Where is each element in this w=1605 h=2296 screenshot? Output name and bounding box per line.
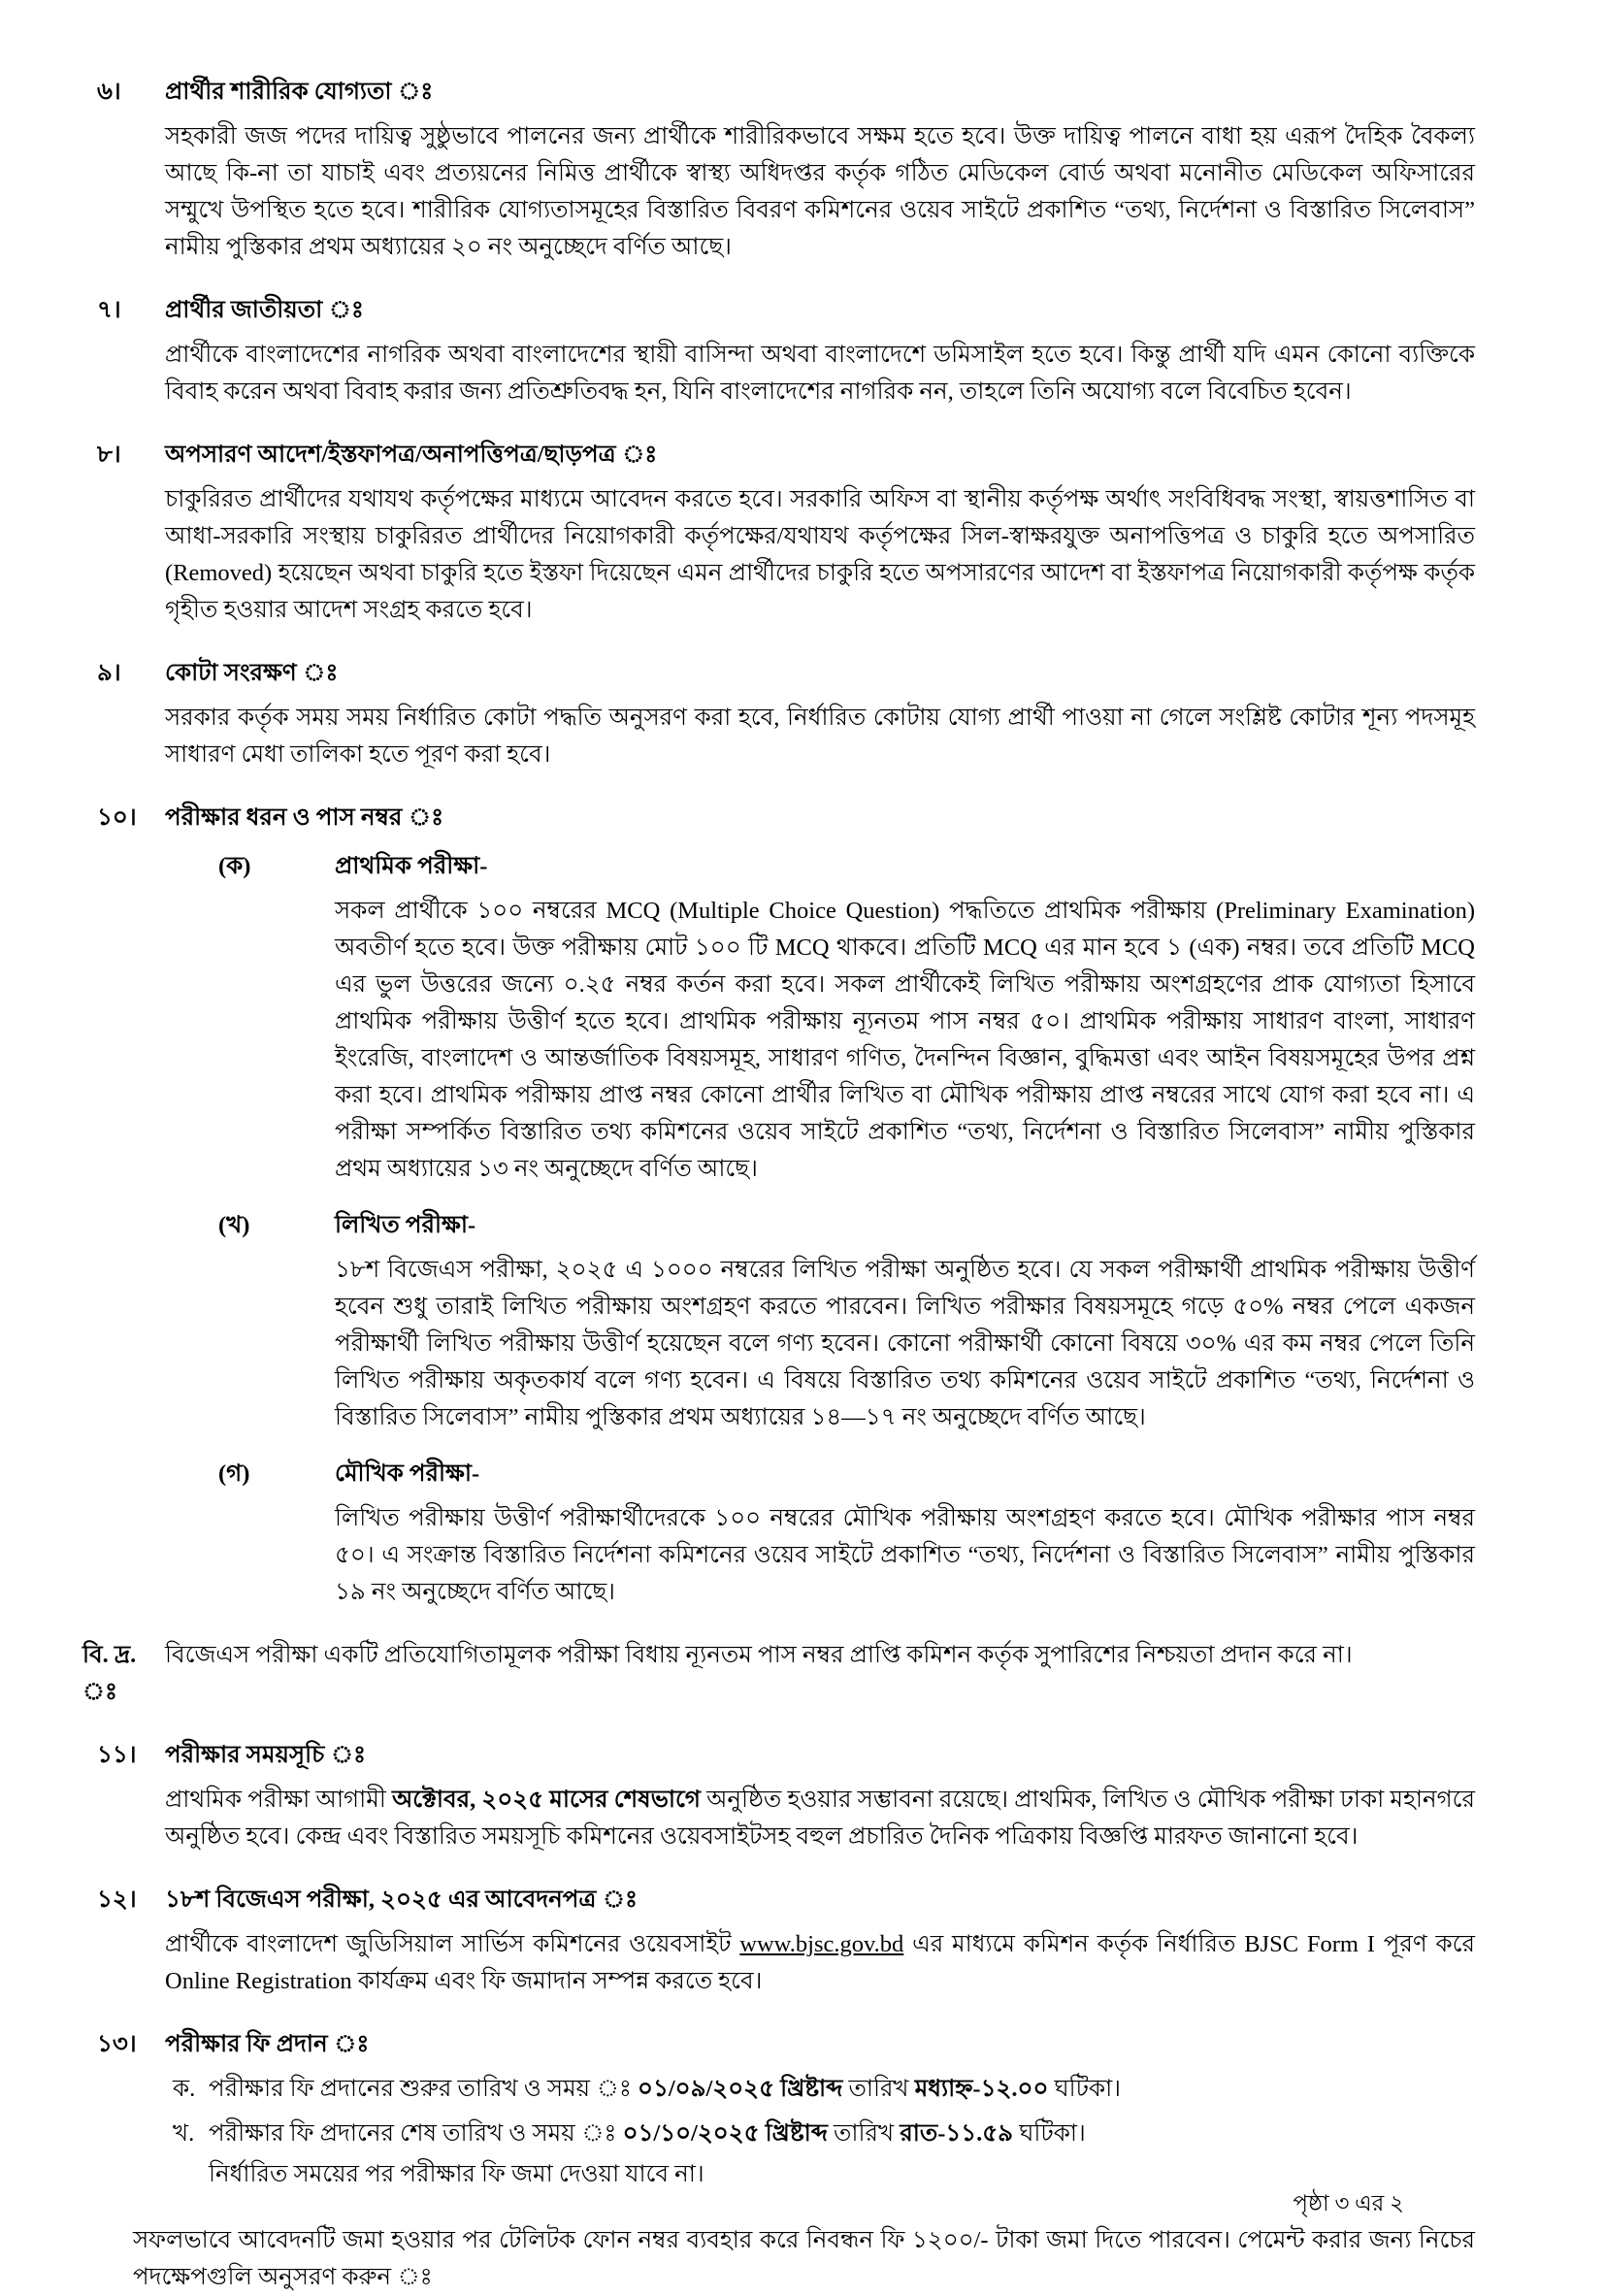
nb-note (82, 1637, 1475, 1711)
section-12-number: ১২। (97, 1886, 137, 1913)
section-8-title: অপসারণ আদেশ/ইস্তফাপত্র/অনাপত্তিপত্র/ছাড়পত্র ঃ (165, 442, 658, 468)
subsection-c-marker: (গ) (218, 1460, 250, 1487)
section-11-number: ১১। (97, 1742, 137, 1768)
fee-deadline-note: নির্ধারিত সময়ের পর পরীক্ষার ফি জমা দেওয়া যাবে না। (209, 2161, 704, 2187)
section-9-body: সরকার কর্তৃক সময় সময় নির্ধারিত কোটা পদ্ধতি অনুসরণ করা হবে, নির্ধারিত কোটায় যোগ্য প্রার্থী পাওয়া না গেলে সংশ্লিষ্ট কোটার শূন্য পদসমূহ সাধারণ মেধা তালিকা হতে পূরণ করা হবে। (165, 705, 1475, 768)
fee-end-date-item (97, 2116, 1475, 2152)
subsection-written-exam (165, 1207, 1475, 1436)
subsection-a-title: প্রাথমিক পরীক্ষা- (335, 853, 488, 879)
exam-month-highlight: অক্টোবর, ২০২৫ মাসের শেষভাগে (392, 1787, 701, 1813)
fee-start-time: মধ্যাহ্ন-১২.০০ (914, 2076, 1049, 2102)
nb-note-text: বিজেএস পরীক্ষা একটি প্রতিযোগিতামূলক পরীক্ষা বিধায় ন্যূনতম পাস নম্বর প্রাপ্তি কমিশন কর্তৃক সুপারিশের নিশ্চয়তা প্রদান করে না। (165, 1642, 1353, 1668)
section-7-title: প্রার্থীর জাতীয়তা ঃ (165, 297, 364, 323)
section-13 (97, 2026, 1475, 2063)
section-7-number: ৭। (97, 297, 121, 323)
section-8 (97, 437, 1475, 629)
section-10 (97, 800, 1475, 1611)
fee-a-run: ঘটিকা। (1048, 2076, 1122, 2102)
subsection-b-body: ১৮শ বিজেএস পরীক্ষা, ২০২৫ এ ১০০০ নম্বরের লিখিত পরীক্ষা অনুষ্ঠিত হবে। যে সকল পরীক্ষার্থী প্রাথমিক পরীক্ষায় উত্তীর্ণ হবেন শুধু তারাই লিখিত পরীক্ষায় অংশগ্রহণ করতে পারবেন। লিখিত পরীক্ষার বিষয়সমূহে গড়ে ৫০% নম্বর পেলে একজন পরীক্ষার্থী লিখিত পরীক্ষায় উত্তীর্ণ হয়েছেন বলে গণ্য হবেন। কোনো পরীক্ষার্থী কোনো বিষয়ে ৩০% এর কম নম্বর পেলে তিনি লিখিত পরীক্ষায় অকৃতকার্য বলে গণ্য হবেন। এ বিষয়ে বিস্তারিত তথ্য কমিশনের ওয়েব সাইটে প্রকাশিত “তথ্য, নির্দেশনা ও বিস্তারিত সিলেবাস” নামীয় পুস্তিকার প্রথম অধ্যায়ের ১৪—১৭ নং অনুচ্ছেদে বর্ণিত আছে। (335, 1257, 1475, 1430)
section-8-body: চাকুরিরত প্রার্থীদের যথাযথ কর্তৃপক্ষের মাধ্যমে আবেদন করতে হবে। সরকারি অফিস বা স্থানীয় কর্তৃপক্ষ অর্থাৎ সংবিধিবদ্ধ সংস্থা, স্বায়ত্তশাসিত বা আধা-সরকারি সংস্থায় চাকুরিরত প্রার্থীদের নিয়োগকারী কর্তৃপক্ষের/যথাযথ কর্তৃপক্ষের সিল-স্বাক্ষরযুক্ত অনাপত্তিপত্র ও চাকুরি হতে অপসারিত (Removed) হয়েছেন অথবা চাকুরি হতে ইস্তফা দিয়েছেন এমন প্রার্থীদের চাকুরি হতে অপসারণের আদেশ বা ইস্তফাপত্র নিয়োগকারী কর্তৃপক্ষ কর্তৃক গৃহীত হওয়ার আদেশ সংগ্রহ করতে হবে। (165, 486, 1475, 623)
section-9 (97, 655, 1475, 773)
section-12 (97, 1882, 1475, 2000)
section-13-title: পরীক্ষার ফি প্রদান ঃ (165, 2031, 370, 2057)
section-13-number: ১৩। (97, 2031, 137, 2057)
fee-item-a-text (209, 2071, 1475, 2108)
fee-end-date: ০১/১০/২০২৫ খ্রিষ্টাব্দ (622, 2120, 828, 2147)
section-10-number: ১০। (97, 804, 137, 831)
section-12-title: ১৮শ বিজেএস পরীক্ষা, ২০২৫ এর আবেদনপত্র ঃ (165, 1886, 639, 1913)
section-11 (97, 1737, 1475, 1855)
fee-a-run: তারিখ (842, 2076, 915, 2102)
fee-start-date: ০১/০৯/২০২৫ খ্রিষ্টাব্দ (638, 2076, 843, 2102)
fee-b-run: তারিখ (827, 2120, 901, 2147)
section-6-title: প্রার্থীর শারীরিক যোগ্যতা ঃ (165, 79, 434, 105)
section-9-title: কোটা সংরক্ষণ ঃ (165, 660, 339, 686)
section-11-body-run: অনুষ্ঠিত হওয়ার সম্ভাবনা রয়েছে। প্রাথমিক, লিখিত ও মৌখিক পরীক্ষা ঢাকা মহানগরে অনুষ্ঠিত হবে। কেন্দ্র এবং বিস্তারিত সময়সূচি কমিশনের ওয়েবসাইটসহ বহুল প্রচারিত দৈনিক পত্রিকায় বিজ্ঞপ্তি মারফত জানানো হবে। (165, 1787, 1475, 1850)
fee-b-run: পরীক্ষার ফি প্রদানের শেষ তারিখ ও সময় ঃ (209, 2120, 623, 2147)
subsection-viva-exam (165, 1456, 1475, 1611)
section-10-title: পরীক্ষার ধরন ও পাস নম্বর ঃ (165, 804, 444, 831)
section-6 (97, 74, 1475, 266)
subsection-c-title: মৌখিক পরীক্ষা- (335, 1460, 480, 1487)
fee-start-date-item (97, 2071, 1475, 2108)
fee-item-b-text (209, 2116, 1475, 2152)
subsection-c-body: লিখিত পরীক্ষায় উত্তীর্ণ পরীক্ষার্থীদেরকে ১০০ নম্বরের মৌখিক পরীক্ষায় অংশগ্রহণ করতে হবে। মৌখিক পরীক্ষার পাস নম্বর ৫০। এ সংক্রান্ত বিস্তারিত নির্দেশনা কমিশনের ওয়েব সাইটে প্রকাশিত “তথ্য, নির্দেশনা ও বিস্তারিত সিলেবাস” নামীয় পুস্তিকার ১৯ নং অনুচ্ছেদে বর্ণিত আছে। (335, 1505, 1475, 1605)
section-8-number: ৮। (97, 442, 121, 468)
fee-end-time: রাত-১১.৫৯ (900, 2120, 1014, 2147)
subsection-b-title: লিখিত পরীক্ষা- (335, 1212, 476, 1238)
section-6-number: ৬। (97, 79, 121, 105)
section-11-body (165, 1782, 1475, 1855)
fee-a-run: পরীক্ষার ফি প্রদানের শুরুর তারিখ ও সময় ঃ (209, 2076, 639, 2102)
payment-instruction-paragraph: সফলভাবে আবেদনটি জমা হওয়ার পর টেলিটক ফোন নম্বর ব্যবহার করে নিবন্ধন ফি ১২০০/- টাকা জমা দিতে পারবেন। পেমেন্ট করার জন্য নিচের পদক্ষেপগুলি অনুসরণ করুন ঃ (133, 2227, 1475, 2290)
section-7-body: প্রার্থীকে বাংলাদেশের নাগরিক অথবা বাংলাদেশের স্থায়ী বাসিন্দা অথবা বাংলাদেশে ডমিসাইল হতে হবে। কিন্তু প্রার্থী যদি এমন কোনো ব্যক্তিকে বিবাহ করেন অথবা বিবাহ করার জন্য প্রতিশ্রুতিবদ্ধ হন, যিনি বাংলাদেশের নাগরিক নন, তাহলে তিনি অযোগ্য বলে বিবেচিত হবেন। (165, 342, 1475, 405)
page-number-indicator: পৃষ্ঠা ৩ এর ২ (1293, 2191, 1404, 2215)
section-9-number: ৯। (97, 660, 121, 686)
nb-note-label: বি. দ্র. ঃ (82, 1642, 137, 1705)
section-12-body (165, 1926, 1475, 2000)
section-6-body: সহকারী জজ পদের দায়িত্ব সুষ্ঠুভাবে পালনের জন্য প্রার্থীকে শারীরিকভাবে সক্ষম হতে হবে। উক্ত দায়িত্ব পালনে বাধা হয় এরূপ দৈহিক বৈকল্য আছে কি-না তা যাচাই এবং প্রত্যয়নের নিমিত্ত প্রার্থীকে স্বাস্থ্য অধিদপ্তর কর্তৃক গঠিত মেডিকেল বোর্ড অথবা মনোনীত মেডিকেল অফিসারের সম্মুখে উপস্থিত হতে হবে। শারীরিক যোগ্যতাসমূহের বিস্তারিত বিবরণ কমিশনের ওয়েব সাইটে প্রকাশিত “তথ্য, নির্দেশনা ও বিস্তারিত সিলেবাস” নামীয় পুস্তিকার প্রথম অধ্যায়ের ২০ নং অনুচ্ছেদে বর্ণিত আছে। (165, 123, 1475, 260)
fee-b-run: ঘটিকা। (1013, 2120, 1086, 2147)
subsection-a-marker: (ক) (218, 853, 251, 879)
bjsc-website-link[interactable]: www.bjsc.gov.bd (739, 1931, 904, 1957)
section-12-body-run: প্রার্থীকে বাংলাদেশ জুডিসিয়াল সার্ভিস কমিশনের ওয়েবসাইট (165, 1931, 740, 1957)
subsection-b-marker: (খ) (218, 1212, 250, 1238)
fee-item-a-marker: ক. (173, 2076, 196, 2102)
subsection-a-body: সকল প্রার্থীকে ১০০ নম্বরের MCQ (Multiple Choice Question) পদ্ধতিতে প্রাথমিক পরীক্ষায় (Preliminary Examination) অবতীর্ণ হতে হবে। উক্ত পরীক্ষায় মোট ১০০ টি MCQ থাকবে। প্রতিটি MCQ এর মান হবে ১ (এক) নম্বর। তবে প্রতিটি MCQ এর ভুল উত্তরের জন্যে ০.২৫ নম্বর কর্তন করা হবে। সকল প্রার্থীকেই লিখিত পরীক্ষায় অংশগ্রহণের প্রাক যোগ্যতা হিসাবে প্রাথমিক পরীক্ষায় উত্তীর্ণ হতে হবে। প্রাথমিক পরীক্ষায় ন্যূনতম পাস নম্বর ৫০। প্রাথমিক পরীক্ষায় সাধারণ বাংলা, সাধারণ ইংরেজি, বাংলাদেশ ও আন্তর্জাতিক বিষয়সমূহ, সাধারণ গণিত, দৈনন্দিন বিজ্ঞান, বুদ্ধিমত্তা এবং আইন বিষয়সমূহের উপর প্রশ্ন করা হবে। প্রাথমিক পরীক্ষায় প্রাপ্ত নম্বর কোনো প্রার্থীর লিখিত বা মৌখিক পরীক্ষায় প্রাপ্ত নম্বরের সাথে যোগ করা হবে না। এ পরীক্ষা সম্পর্কিত বিস্তারিত তথ্য কমিশনের ওয়েব সাইটে প্রকাশিত “তথ্য, নির্দেশনা ও বিস্তারিত সিলেবাস” নামীয় পুস্তিকার প্রথম অধ্যায়ের ১৩ নং অনুচ্ছেদে বর্ণিত আছে। (335, 898, 1475, 1182)
section-11-body-run: প্রাথমিক পরীক্ষা আগামী (165, 1787, 393, 1813)
section-7 (97, 292, 1475, 410)
subsection-preliminary-exam (165, 848, 1475, 1188)
section-11-title: পরীক্ষার সময়সূচি ঃ (165, 1742, 367, 1768)
section-12-body-run: এর মাধ্যমে কমিশন কর্তৃক নির্ধারিত BJSC Form I পূরণ করে Online Registration কার্যক্রম এবং ফি জমাদান সম্পন্ন করতে হবে। (165, 1931, 1475, 1994)
fee-item-b-marker: খ. (173, 2120, 195, 2147)
